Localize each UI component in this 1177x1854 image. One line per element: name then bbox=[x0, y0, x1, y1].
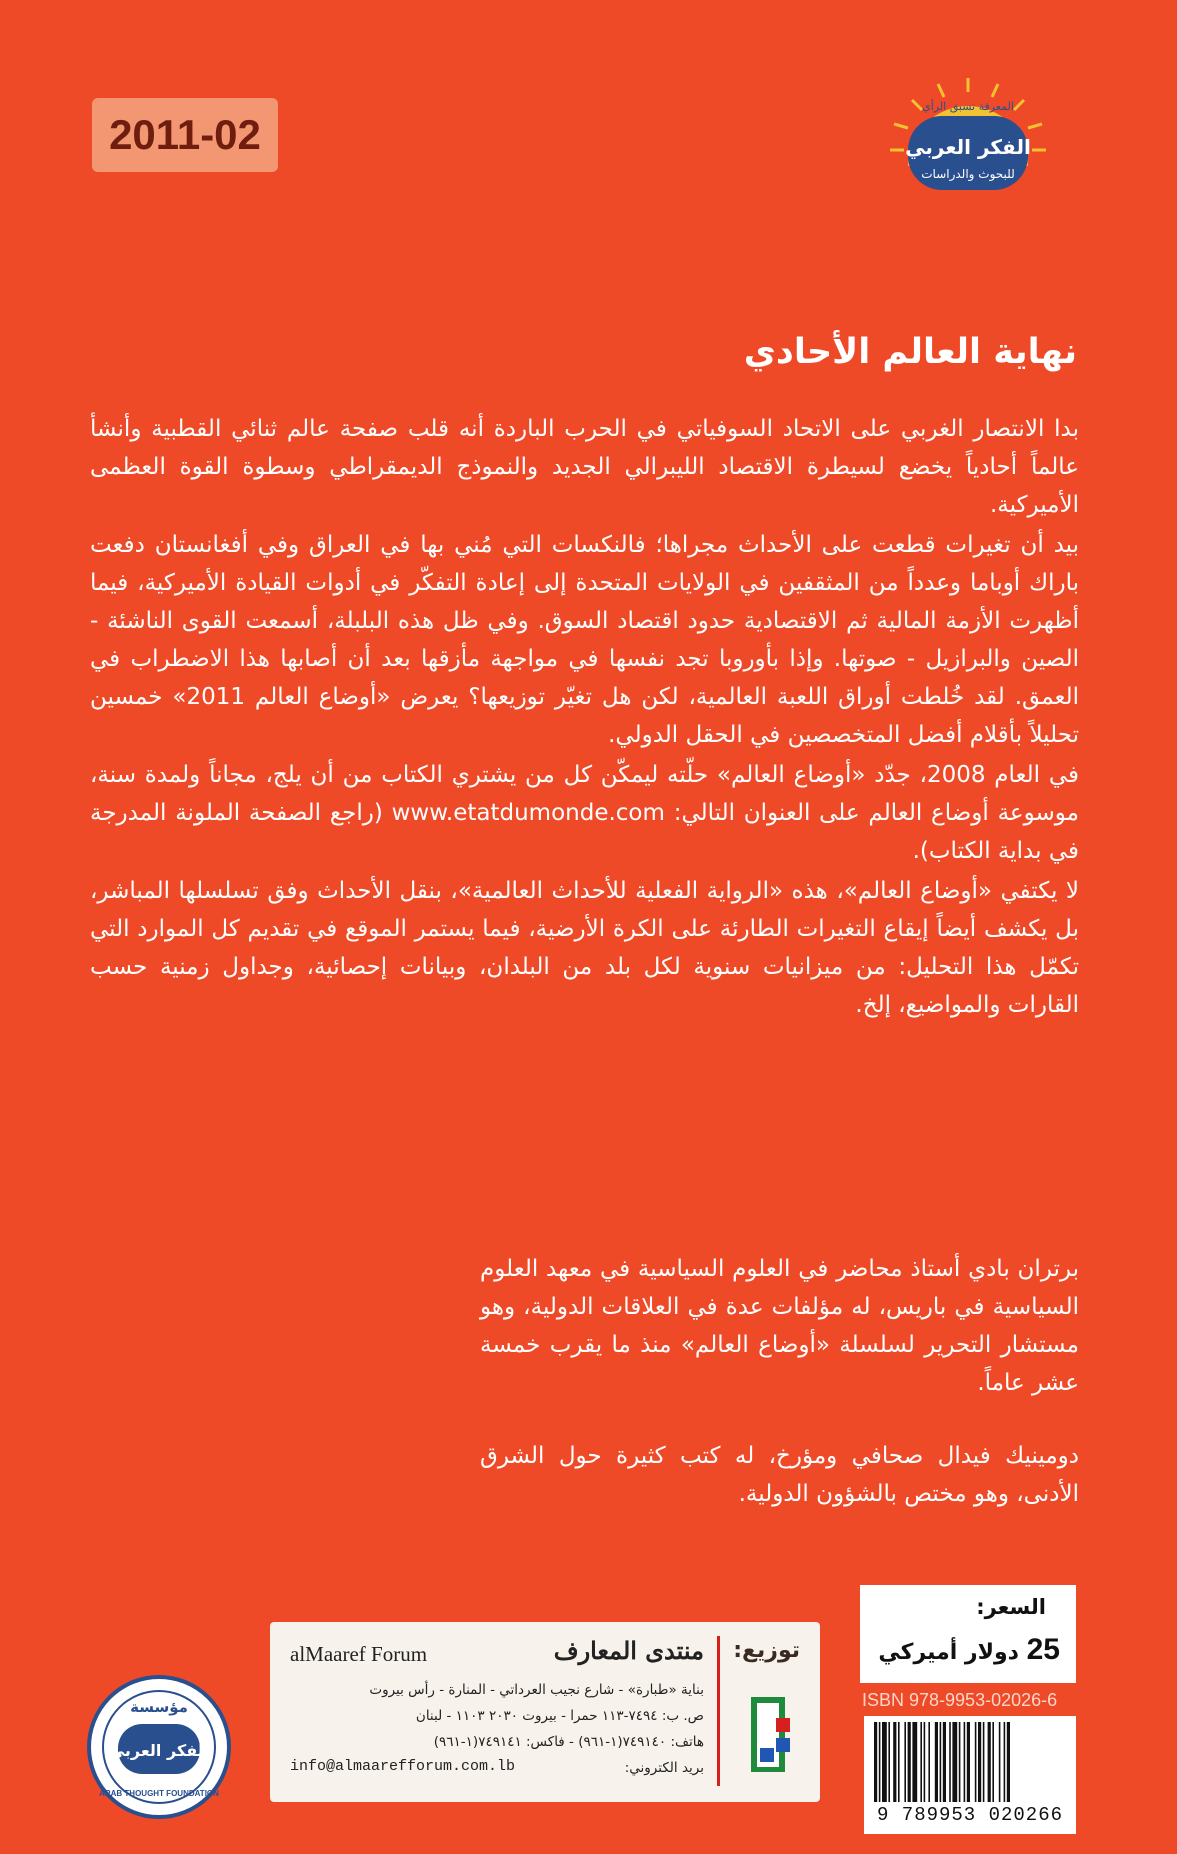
blurb-paragraph: في العام 2008، جدّد «أوضاع العالم» حلّته ليمكّن كل من يشتري الكتاب من أن يلج، مجاناً ولمدة سنة، موسوعة أوضاع العالم على العنوان التالي: www.etatdumonde.com (راجع الصفحة الملونة المدرجة في بداية الكتاب). bbox=[90, 762, 1079, 864]
publisher-logo-icon bbox=[868, 70, 1068, 200]
foundation-logo-name: الفكر العربي bbox=[108, 1741, 210, 1760]
blurb-paragraph: لا يكتفي «أوضاع العالم»، هذه «الرواية الفعلية للأحداث العالمية»، بنقل الأحداث وفق تسلسلها المباشر، بل يكشف أيضاً إيقاع التغيرات الطارئة على الكرة الأرضية، فيما يستمر الموقع في تقديم كل الموارد التي تكمّل هذا التحليل: من ميزانيات سنوية لكل بلد من البلدان، وبيانات إحصائية، وجداول زمنية حسب القارات والمواضيع، إلخ. bbox=[90, 878, 1079, 1018]
distributor-logo-icon bbox=[736, 1682, 796, 1772]
forum-name-latin: alMaaref Forum bbox=[290, 1642, 428, 1666]
publisher-logo-arc-text: المعرفة تسبق الرأي bbox=[922, 100, 1014, 113]
author-bio-vidal bbox=[480, 1437, 1079, 1513]
barcode-bar bbox=[924, 1722, 926, 1802]
isbn: ISBN 978-9953-02026-6 bbox=[862, 1690, 1058, 1710]
barcode-bar bbox=[920, 1722, 922, 1802]
barcode-bar bbox=[959, 1722, 961, 1802]
barcode-bar bbox=[874, 1722, 877, 1802]
author-bio-badie bbox=[480, 1250, 1079, 1402]
distribution-box bbox=[270, 1622, 820, 1802]
price-sticker bbox=[860, 1585, 1076, 1683]
barcode-bar bbox=[928, 1722, 930, 1802]
barcode-bar bbox=[1004, 1722, 1006, 1802]
barcode-bar bbox=[940, 1722, 942, 1802]
barcode-bar bbox=[949, 1722, 951, 1802]
barcode-bar bbox=[964, 1722, 966, 1802]
barcode bbox=[864, 1716, 1076, 1834]
forum-name-arabic: منتدى المعارف bbox=[553, 1636, 704, 1665]
foundation-logo-latin: ARAB THOUGHT FOUNDATION bbox=[99, 1789, 219, 1798]
barcode-bar bbox=[975, 1722, 977, 1802]
barcode-bar bbox=[983, 1722, 985, 1802]
address-line: ص. ب: ٧٤٩٤-١١٣ حمرا - بيروت ٢٠٣٠ ١١٠٣ - لبنان bbox=[415, 1708, 704, 1724]
barcode-bar bbox=[967, 1722, 970, 1802]
author-bio-text: برتران بادي أستاذ محاضر في العلوم السياسية في معهد العلوم السياسية في باريس، له مؤلفات عدة في العلاقات الدولية، وهو مستشار التحرير لسلسلة «أوضاع العالم» منذ ما يقرب خمسة عشر عاماً. bbox=[480, 1256, 1079, 1396]
foundation-logo-top: مؤسسة bbox=[130, 1698, 188, 1716]
author-bio-text: دومينيك فيدال صحافي ومؤرخ، له كتب كثيرة حول الشرق الأدنى، وهو مختص بالشؤون الدولية. bbox=[480, 1443, 1079, 1507]
barcode-bar bbox=[912, 1722, 917, 1802]
barcode-bar bbox=[943, 1722, 946, 1802]
book-title: نهاية العالم الأحادي bbox=[743, 332, 1077, 372]
blurb bbox=[90, 410, 1079, 1026]
distribution-label: توزيع: bbox=[733, 1638, 800, 1663]
barcode-bar bbox=[882, 1722, 887, 1802]
foundation-logo bbox=[84, 1672, 234, 1822]
barcode-bar bbox=[888, 1722, 890, 1802]
publisher-logo-subtitle: للبحوث والدراسات bbox=[921, 167, 1015, 181]
barcode-bar bbox=[952, 1722, 957, 1802]
barcode-bar bbox=[1007, 1722, 1010, 1802]
barcode-bar bbox=[879, 1722, 881, 1802]
address-line: بناية «طبارة» - شارع نجيب العرداتي - المنارة - رأس بيروت bbox=[369, 1682, 704, 1698]
issue-badge: 2011-02 bbox=[92, 98, 278, 172]
email-address: info@almaarefforum.com.lb bbox=[290, 1758, 516, 1775]
blurb-paragraph: بدا الانتصار الغربي على الاتحاد السوفياتي في الحرب الباردة أنه قلب صفحة عالم ثنائي القطبية وأنشأ عالماً أحادياً يخضع لسيطرة الاقتصاد الليبرالي الجديد والنموذج الديمقراطي وسطوة القوة العظمى الأميركية. bbox=[90, 416, 1079, 518]
price-currency: دولار أميركي bbox=[878, 1640, 1019, 1665]
barcode-bar bbox=[904, 1722, 906, 1802]
publisher-logo bbox=[868, 70, 1068, 200]
phone-fax-line: هاتف: ٧٤٩١٤٠(١-٩٦١) - فاكس: ٧٤٩١٤١(١-٩٦١) bbox=[433, 1734, 704, 1750]
foundation-seal-icon bbox=[84, 1672, 234, 1822]
barcode-bar bbox=[988, 1722, 991, 1802]
barcode-number: 9 789953 020266 bbox=[876, 1804, 1064, 1826]
publisher-logo-name: الفكر العربي bbox=[905, 135, 1031, 159]
barcode-bar bbox=[898, 1722, 900, 1802]
barcode-bar bbox=[893, 1722, 896, 1802]
barcode-bar bbox=[992, 1722, 994, 1802]
price-label: السعر: bbox=[976, 1595, 1046, 1619]
distribution-divider bbox=[717, 1636, 720, 1786]
blurb-paragraph: بيد أن تغيرات قطعت على الأحداث مجراها؛ فالنكسات التي مُني بها في العراق وفي أفغانستان دفعت باراك أوباما وعدداً من المثقفين في الولايات المتحدة إلى إعادة التفكّر في أدوات القيادة الأميركية، فيما أظهرت الأزمة المالية ثم الاقتصادية حدود اقتصاد السوق. وفي ظل هذه البلبلة، أسمعت القوى الناشئة - الصين والبرازيل - صوتها. وإذا بأوروبا تجد نفسها في مواجهة مأزقها بعد أن أصابها هذا الاضطراب في العمق. لقد خُلطت أوراق اللعبة العالمية، لكن هل تغيّر توزيعها؟ يعرض «أوضاع العالم 2011» خمسين تحليلاً بأقلام أفضل المتخصصين في الحقل الدولي. bbox=[90, 532, 1079, 748]
barcode-bars-icon bbox=[872, 1722, 1068, 1802]
price-value bbox=[878, 1633, 1060, 1667]
barcode-bar bbox=[935, 1722, 938, 1802]
email-label: بريد الكتروني: bbox=[624, 1760, 704, 1776]
barcode-bar bbox=[978, 1722, 981, 1802]
barcode-bar bbox=[999, 1722, 1001, 1802]
barcode-bar bbox=[908, 1722, 911, 1802]
price-amount: 25 bbox=[1026, 1633, 1060, 1666]
